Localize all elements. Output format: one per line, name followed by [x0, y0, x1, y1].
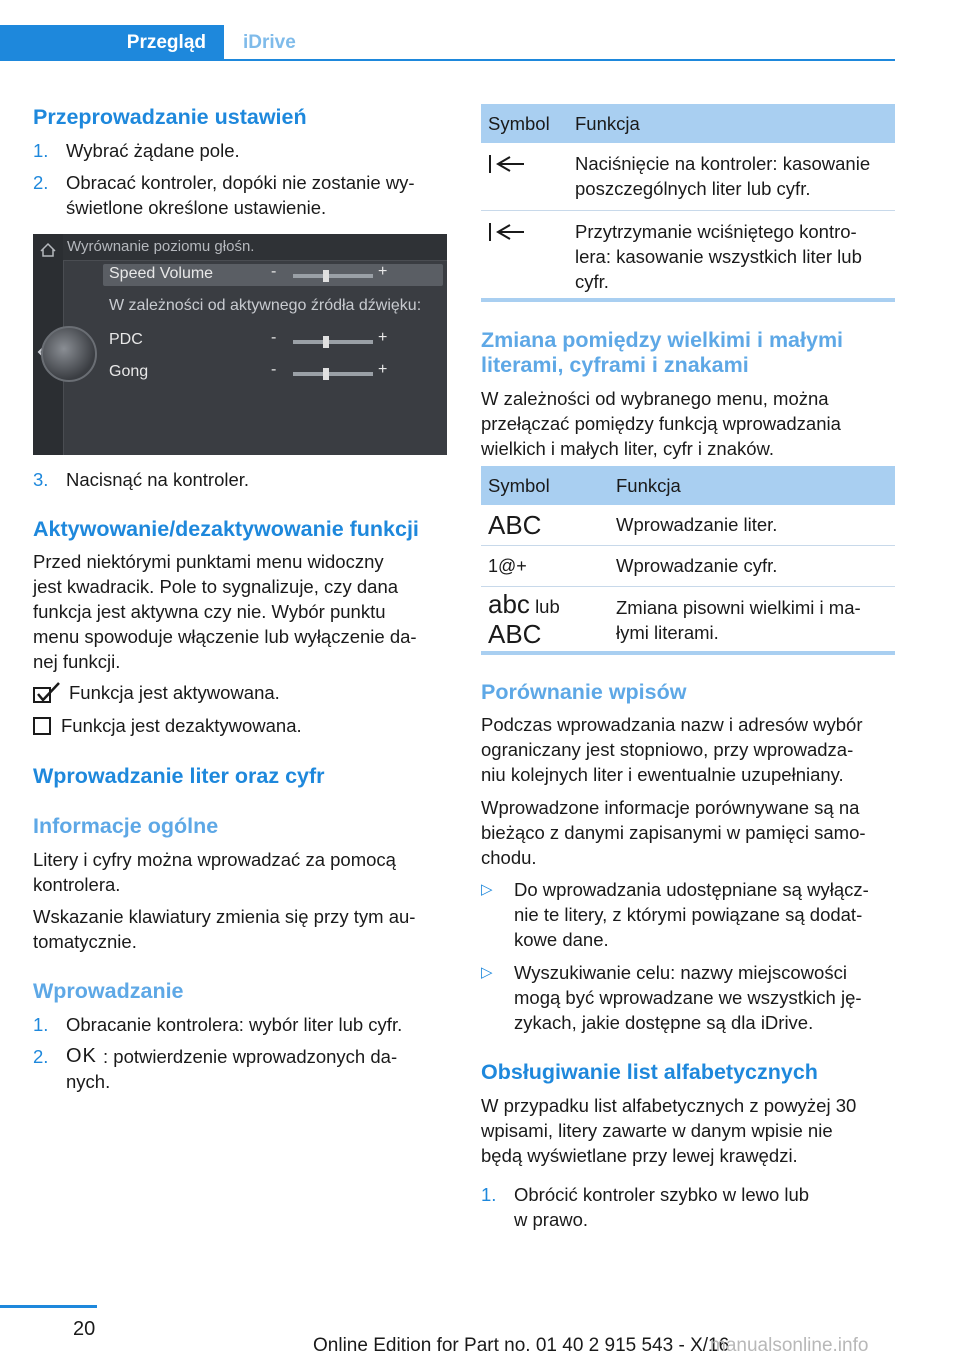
tab-underline — [0, 59, 895, 61]
text-line: Litery i cyfry można wprowadzać za pomocą — [33, 849, 396, 870]
list-number: 1. — [481, 1184, 497, 1205]
backspace-icon — [488, 221, 528, 245]
table-end-rule — [481, 298, 895, 302]
screen-title: Wyrównanie poziomu głośn. — [63, 234, 447, 261]
text-line: tomatycznie. — [33, 931, 137, 952]
triangle-bullet-icon: ▷ — [481, 964, 493, 981]
text-line: nej funkcji. — [33, 651, 121, 672]
backspace-icon — [488, 153, 528, 177]
table-cell-line: łymi literami. — [616, 622, 719, 643]
ok-symbol: OK — [66, 1045, 97, 1067]
bullet-item — [481, 877, 895, 952]
screen-row: Gong — [109, 363, 149, 380]
unchecked-label: Funkcja jest dezaktywowana. — [61, 715, 302, 736]
bullet-text: zykach, jakie dostępne są dla iDrive. — [514, 1012, 814, 1033]
table-end-rule — [481, 651, 895, 655]
list-text: w prawo. — [514, 1209, 589, 1230]
text-line: chodu. — [481, 847, 537, 868]
tab-overview[interactable] — [0, 25, 224, 61]
list-text: : potwierdzenie wprowadzonych da‐ — [103, 1046, 398, 1067]
heading-input: Wprowadzanie liter oraz cyfr — [33, 764, 325, 788]
list-item — [33, 170, 447, 220]
abc-upper-symbol: ABC — [488, 619, 542, 649]
or-label: lub — [535, 596, 560, 617]
slider — [293, 372, 373, 376]
text-line: wielkich i małych liter, cyfr i znaków. — [481, 438, 775, 459]
table-cell-line: Wprowadzanie liter. — [616, 514, 778, 535]
table-cell-line: poszczególnych liter lub cyfr. — [575, 178, 811, 199]
table-row — [481, 211, 895, 304]
table-cell-line: lera: kasowanie wszystkich liter lub — [575, 246, 862, 267]
symbol-table-delete — [481, 104, 895, 303]
bullet-text: Do wprowadzania udostępniane są wyłącz‐ — [514, 879, 869, 900]
slider — [293, 340, 373, 344]
bullet-item — [481, 960, 895, 1035]
minus-label: - — [271, 361, 277, 378]
table-row — [481, 587, 895, 655]
text-line: Wprowadzone informacje porównywane są na — [481, 797, 860, 818]
tab-overview-label: Przegląd — [126, 32, 206, 53]
text-line: W przypadku list alfabetycznych z powyżej 30 — [481, 1095, 857, 1116]
minus-label: - — [271, 329, 277, 346]
table-cell-line: Naciśnięcie na kontroler: kasowanie — [575, 153, 871, 174]
symbol-table-case — [481, 466, 895, 654]
slider-knob — [323, 270, 329, 282]
plus-label: + — [378, 263, 388, 280]
bullet-text: Wyszukiwanie celu: nazwy miejscowości — [514, 962, 847, 983]
heading-compare: Porównanie wpisów — [481, 680, 687, 704]
text-line: przełączać pomiędzy funkcją wprowadzania — [481, 413, 841, 434]
compare-paragraph-2 — [481, 795, 895, 870]
table-row — [481, 143, 895, 211]
list-text: Nacisnąć na kontroler. — [66, 469, 250, 490]
table-header: Symbol — [481, 466, 609, 505]
list-text: Wybrać żądane pole. — [66, 140, 240, 161]
bullet-text: mogą być wprowadzane we wszystkich ję‐ — [514, 987, 862, 1008]
footer-rule — [0, 1305, 97, 1308]
online-edition-label: Online Edition for Part no. 01 40 2 915 543 - X/16 — [313, 1335, 730, 1356]
screen-row: Speed Volume — [109, 265, 214, 282]
plus-label: + — [378, 361, 388, 378]
heading-line: Zmiana pomiędzy wielkimi i małymi — [481, 328, 844, 352]
slider — [293, 274, 373, 278]
list-number: 2. — [33, 1046, 49, 1067]
checked-item — [33, 680, 447, 706]
plus-label: + — [378, 329, 388, 346]
numbers-symbol: 1@+ — [488, 556, 527, 576]
minus-label: - — [271, 263, 277, 280]
table-cell-line: Zmiana pisowni wielkimi i ma‐ — [616, 597, 861, 618]
page-number: 20 — [73, 1318, 96, 1340]
table-cell-line: Wprowadzanie cyfr. — [616, 555, 778, 576]
checkbox-checked-icon — [33, 682, 61, 704]
text-line: bieżąco z danymi zapisanymi w pamięci samo‐ — [481, 822, 866, 843]
case-paragraph — [481, 386, 895, 461]
table-cell-line: cyfr. — [575, 271, 609, 292]
alpha-paragraph — [481, 1093, 895, 1168]
text-line: jest kwadracik. Pole to sygnalizuje, czy dana — [33, 576, 399, 597]
list-text: Obracanie kontrolera: wybór liter lub cyfr. — [66, 1014, 403, 1035]
table-cell-line: Przytrzymanie wciśniętego kontro‐ — [575, 221, 857, 242]
text-line: Wskazanie klawiatury zmienia się przy tym au‐ — [33, 906, 416, 927]
table-header: Funkcja — [609, 466, 895, 505]
bullet-text: kowe dane. — [514, 929, 609, 950]
screen-row: W zależności od aktywnego źródła dźwięku: — [109, 297, 422, 314]
list-number: 1. — [33, 140, 49, 161]
list-item — [33, 1044, 447, 1094]
general-paragraph-2 — [33, 904, 447, 954]
heading-line: literami, cyframi i znakami — [481, 353, 749, 377]
heading-entering: Wprowadzanie — [33, 979, 184, 1003]
bullet-text: nie te litery, z którymi powiązane są dodat‐ — [514, 904, 863, 925]
general-paragraph-1 — [33, 847, 447, 897]
list-number: 2. — [33, 172, 49, 193]
watermark: manualsonline.info — [710, 1335, 869, 1356]
list-text: Obrócić kontroler szybko w lewo lub — [514, 1184, 810, 1205]
compare-paragraph-1 — [481, 712, 895, 787]
tab-idrive[interactable]: iDrive — [243, 32, 296, 53]
heading-settings: Przeprowadzanie ustawień — [33, 105, 307, 129]
text-line: niu kolejnych liter i ewentualnie uzupełniany. — [481, 764, 844, 785]
table-header: Funkcja — [568, 104, 895, 143]
checked-label: Funkcja jest aktywowana. — [69, 682, 280, 703]
text-line: Podczas wprowadzania nazw i adresów wybór — [481, 714, 863, 735]
list-number: 3. — [33, 469, 49, 490]
checkbox-unchecked-icon — [33, 717, 53, 737]
heading-case — [481, 328, 895, 378]
abc-upper-symbol: ABC — [488, 510, 542, 540]
list-text: nych. — [66, 1071, 111, 1092]
table-row — [481, 505, 895, 546]
text-line: będą wyświetlane przy lewej krawędzi. — [481, 1145, 798, 1166]
list-number: 1. — [33, 1014, 49, 1035]
heading-alphabetical: Obsługiwanie list alfabetycznych — [481, 1060, 818, 1084]
table-header: Symbol — [481, 104, 568, 143]
activate-paragraph — [33, 549, 447, 674]
text-line: Przed niektórymi punktami menu widoczny — [33, 551, 384, 572]
text-line: ograniczany jest stopniowo, przy wprowadza‐ — [481, 739, 854, 760]
heading-general: Informacje ogólne — [33, 814, 219, 838]
abc-lower-symbol: abc — [488, 589, 530, 619]
list-text: świetlone określone ustawienie. — [66, 197, 327, 218]
text-line: W zależności od wybranego menu, można — [481, 388, 829, 409]
heading-activate: Aktywowanie/dezaktywowanie funkcji — [33, 517, 419, 541]
idrive-screenshot — [33, 234, 447, 455]
triangle-bullet-icon: ▷ — [481, 881, 493, 898]
list-item — [481, 1182, 895, 1232]
screen-row: PDC — [109, 331, 143, 348]
unchecked-item — [33, 713, 447, 739]
controller-icon — [41, 326, 97, 382]
text-line: menu spowoduje włączenie lub wyłączenie da‐ — [33, 626, 417, 647]
text-line: kontrolera. — [33, 874, 121, 895]
chapter-tabs — [0, 25, 895, 61]
slider-knob — [323, 336, 329, 348]
table-row — [481, 546, 895, 587]
slider-knob — [323, 368, 329, 380]
list-text: Obracać kontroler, dopóki nie zostanie wy‐ — [66, 172, 415, 193]
text-line: funkcja jest aktywna czy nie. Wybór punktu — [33, 601, 386, 622]
text-line: wpisami, litery zawarte w danym wpisie nie — [481, 1120, 833, 1141]
